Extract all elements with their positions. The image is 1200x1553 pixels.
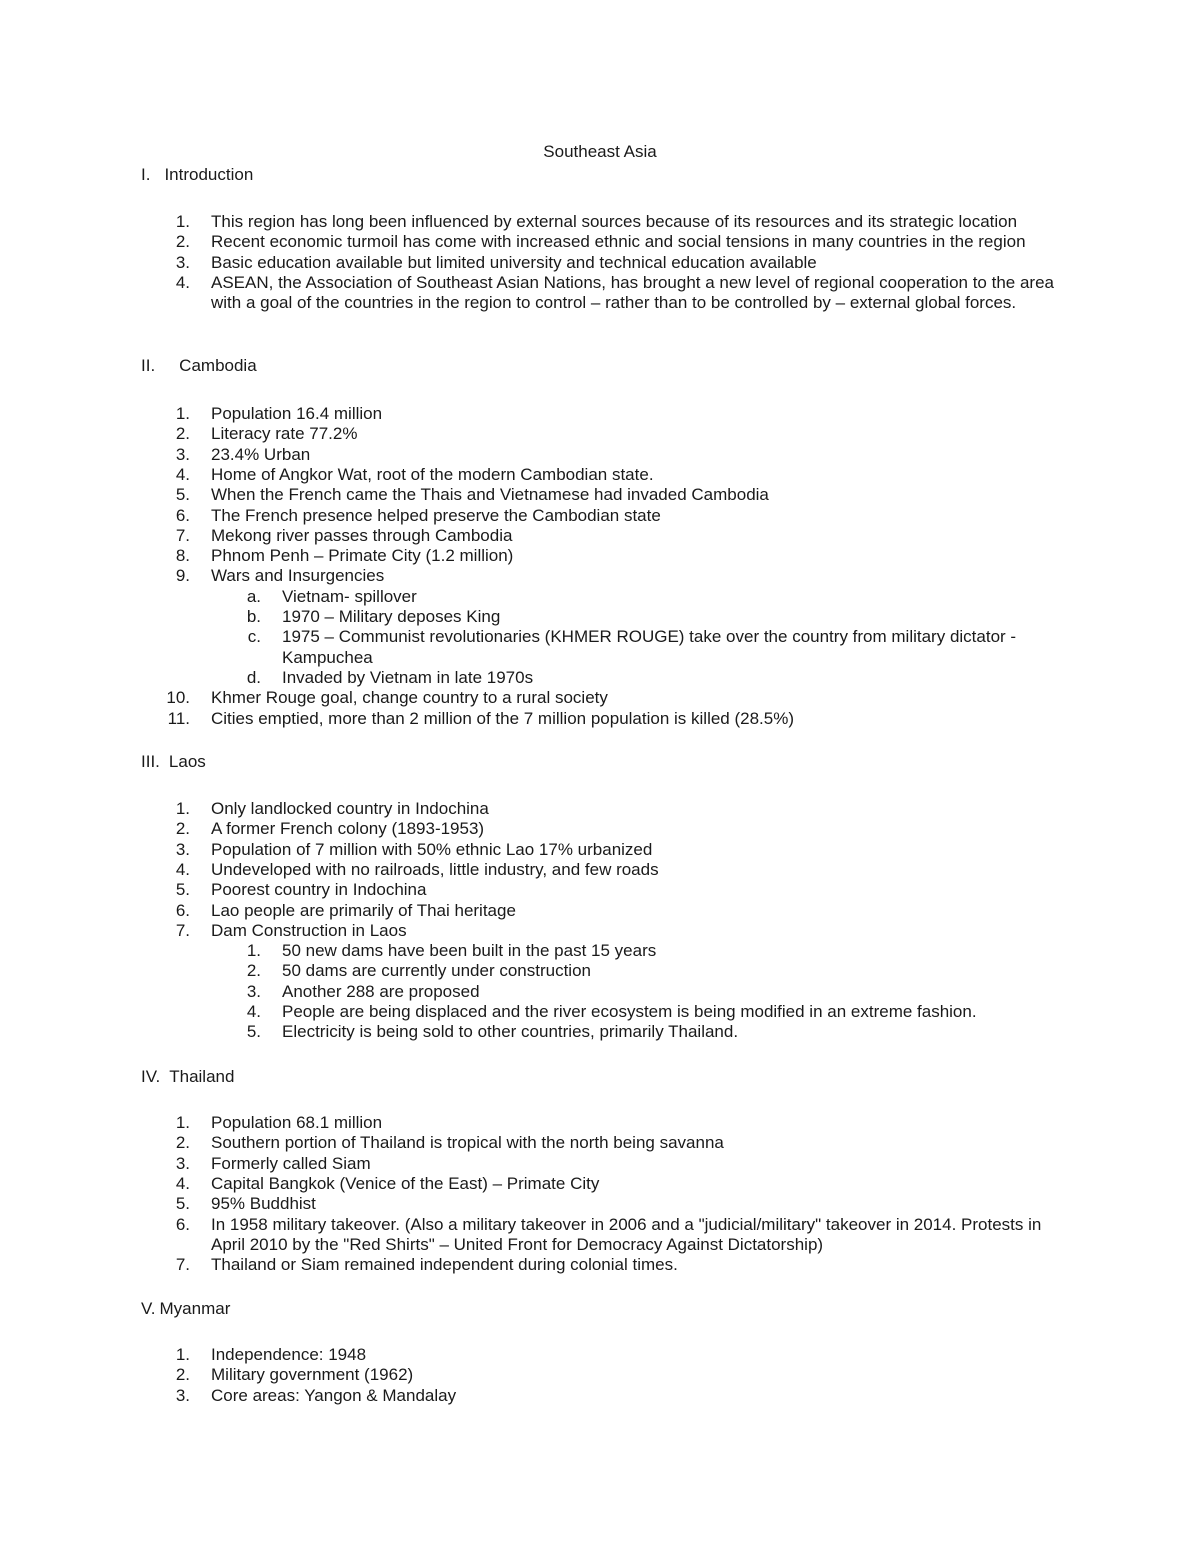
list-item-text: Southern portion of Thailand is tropical with the north being savanna (211, 1133, 724, 1153)
list-item-text: When the French came the Thais and Vietnamese had invaded Cambodia (211, 485, 769, 505)
section-number: IV. (141, 1067, 161, 1086)
list-marker: 3. (175, 839, 190, 859)
section-title: Introduction (164, 165, 254, 184)
list-marker: 7. (175, 920, 190, 940)
list-marker: 4. (246, 1002, 261, 1021)
list-marker: 1. (175, 404, 190, 423)
section-heading (141, 356, 257, 376)
list-marker: 6. (175, 505, 190, 525)
list-item-text: The French presence helped preserve the Cambodian state (211, 505, 661, 525)
list-item-text: Vietnam- spillover (282, 586, 417, 606)
section-heading (141, 752, 206, 772)
list-item-text: Literacy rate 77.2% (211, 424, 358, 444)
list-item-text: 95% Buddhist (211, 1194, 316, 1214)
list-marker: d. (246, 667, 261, 687)
list-item-text: Recent economic turmoil has come with increased ethnic and social tensions in many countries in the region (211, 232, 1026, 252)
list-item-text: Another 288 are proposed (282, 981, 480, 1001)
list-item-text: Population 68.1 million (211, 1113, 383, 1132)
list-marker: 3. (175, 1385, 190, 1405)
list-item-text: Only landlocked country in Indochina (211, 799, 489, 818)
list-item-text: Phnom Penh – Primate City (1.2 million) (211, 546, 514, 566)
section-title: Laos (168, 752, 206, 771)
list-marker: 3. (175, 444, 190, 464)
list-item-text: Poorest country in Indochina (211, 880, 427, 900)
list-item-text: Wars and Insurgencies (211, 566, 385, 586)
list-marker: 4. (175, 859, 190, 879)
list-marker: 1. (175, 1113, 190, 1132)
list-item-text: ASEAN, the Association of Southeast Asian Nations, has brought a new level of regional cooperation to the area with a goal of the countries in the region to control – rather than to be controlled by – external global forces. (211, 272, 1054, 313)
section-number: I. (141, 165, 151, 184)
list-item-text: 1970 – Military deposes King (282, 607, 501, 626)
list-marker: c. (247, 627, 261, 647)
list-item-text: A former French colony (1893-1953) (211, 819, 485, 839)
list-marker: 7. (175, 525, 190, 545)
list-marker: 1. (175, 799, 190, 818)
list-item-text: Core areas: Yangon & Mandalay (211, 1385, 457, 1405)
list-marker: 4. (175, 272, 190, 292)
list-marker: 2. (175, 819, 190, 839)
list-marker: 10. (166, 688, 190, 708)
list-marker: 1. (175, 1345, 190, 1364)
list-item-text: Military government (1962) (211, 1365, 414, 1385)
list-item-text: This region has long been influenced by external sources because of its resources and its strategic location (211, 212, 1018, 231)
list-marker: 2. (175, 1133, 190, 1153)
list-item-text: 50 dams are currently under construction (282, 961, 591, 981)
section-title: Cambodia (179, 356, 257, 375)
list-item-text: 23.4% Urban (211, 444, 311, 464)
list-item-text: Mekong river passes through Cambodia (211, 525, 513, 545)
list-item-text: Capital Bangkok (Venice of the East) – Primate City (211, 1173, 600, 1193)
list-item-text: 1975 – Communist revolutionaries (KHMER ROUGE) take over the country from military dictator - Kampuchea (282, 627, 1017, 667)
list-item-text: Invaded by Vietnam in late 1970s (282, 667, 534, 687)
document-title: Southeast Asia (543, 142, 657, 161)
list-marker: 2. (175, 424, 190, 444)
list-marker: 2. (175, 232, 190, 252)
list-marker: 11. (167, 708, 190, 728)
list-marker: 6. (175, 900, 190, 920)
list-marker: 5. (246, 1022, 261, 1042)
section-number: V. (141, 1299, 156, 1318)
list-item-text: Population of 7 million with 50% ethnic Lao 17% urbanized (211, 839, 653, 859)
list-marker: 3. (175, 252, 190, 272)
list-marker: 2. (175, 1365, 190, 1385)
list-marker: 4. (175, 464, 190, 484)
section-heading (141, 165, 253, 185)
list-marker: 5. (175, 880, 190, 900)
list-item-text: In 1958 military takeover. (Also a military takeover in 2006 and a "judicial/military" takeover in 2014. Protests in April 2010 by the "Red Shirts" – United Front for Democracy Against Dictatorship) (211, 1214, 1042, 1254)
list-marker: 5. (175, 1194, 190, 1214)
list-marker: 6. (175, 1214, 190, 1234)
list-item-text: Basic education available but limited university and technical education available (211, 252, 817, 272)
list-item-text: Population 16.4 million (211, 404, 383, 423)
list-item-text: Khmer Rouge goal, change country to a rural society (211, 688, 608, 708)
list-item-text: Thailand or Siam remained independent during colonial times. (211, 1255, 678, 1275)
list-marker: a. (246, 586, 261, 606)
list-item-text: Independence: 1948 (211, 1345, 367, 1364)
list-marker: 3. (175, 1153, 190, 1173)
list-item-text: Electricity is being sold to other countries, primarily Thailand. (282, 1022, 739, 1042)
list-marker: 1. (246, 941, 261, 961)
list-marker: 7. (175, 1255, 190, 1275)
section-number: III. (141, 752, 160, 771)
list-marker: 8. (175, 546, 190, 566)
list-item-text: Undeveloped with no railroads, little industry, and few roads (211, 859, 659, 879)
section-number: II. (141, 356, 156, 375)
list-item-text: 50 new dams have been built in the past 15 years (282, 941, 657, 961)
list-marker: 1. (175, 212, 190, 231)
list-marker: 4. (175, 1173, 190, 1193)
list-marker: 5. (175, 485, 190, 505)
list-marker: b. (246, 607, 261, 626)
list-item-text: Home of Angkor Wat, root of the modern Cambodian state. (211, 464, 654, 484)
list-item-text: People are being displaced and the river ecosystem is being modified in an extreme fashion. (282, 1002, 977, 1021)
list-marker: 9. (175, 566, 190, 586)
section-title: Thailand (169, 1067, 235, 1086)
list-item-text: Formerly called Siam (211, 1153, 371, 1173)
list-marker: 3. (246, 981, 261, 1001)
section-title: Myanmar (159, 1299, 231, 1318)
list-item-text: Dam Construction in Laos (211, 920, 407, 940)
section-heading (141, 1067, 234, 1087)
section-heading (141, 1299, 230, 1319)
list-item-text: Lao people are primarily of Thai heritage (211, 900, 516, 920)
list-item-text: Cities emptied, more than 2 million of the 7 million population is killed (28.5%) (211, 708, 795, 728)
list-marker: 2. (246, 961, 261, 981)
